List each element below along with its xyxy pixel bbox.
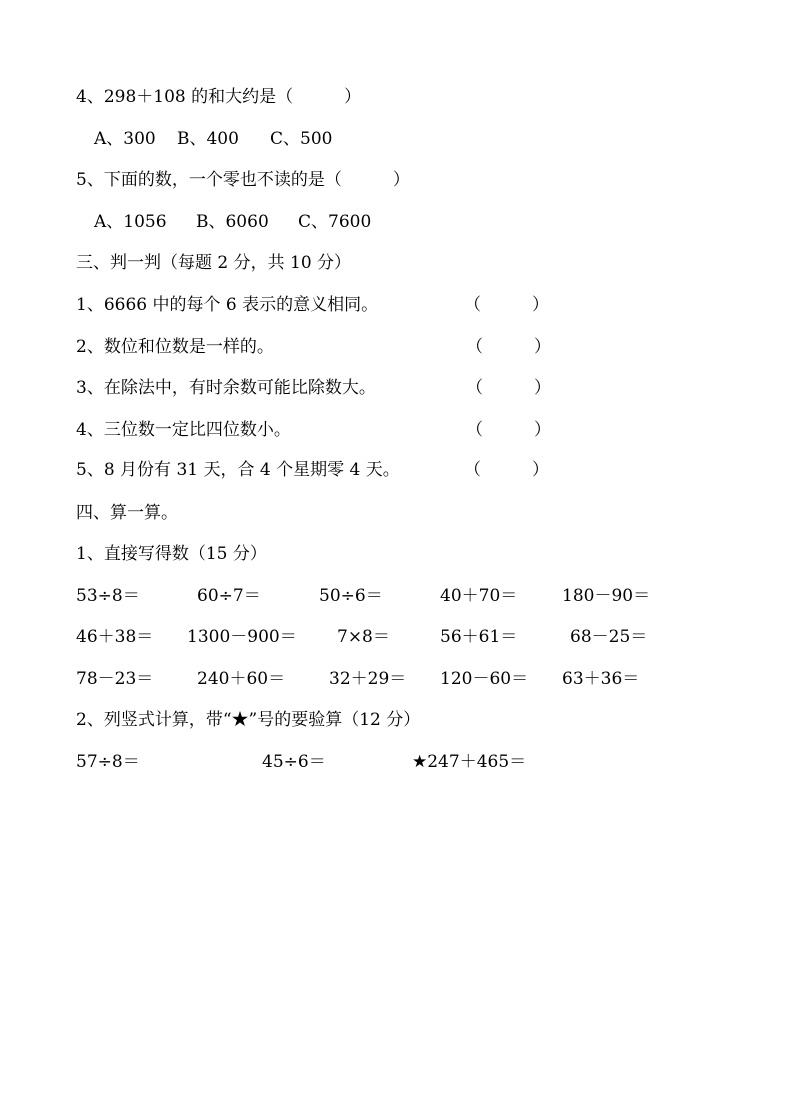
question-4-option-a: A、300	[94, 129, 156, 149]
calc-item: 180－90＝	[562, 586, 651, 606]
part-2-title: 2、列竖式计算，带“★”号的要验算（12 分）	[76, 710, 421, 730]
calc-item: 63＋36＝	[562, 669, 640, 689]
question-5-option-a: A、1056	[94, 212, 167, 232]
judge-item-2: 2、数位和位数是一样的。	[76, 337, 274, 357]
judge-item-5: 5、8 月份有 31 天，合 4 个星期零 4 天。	[76, 460, 400, 480]
question-5-option-c: C、7600	[298, 212, 372, 232]
calc-item: 68－25＝	[570, 627, 648, 647]
calc-item: 40＋70＝	[440, 586, 518, 606]
vertical-calc-item-starred: ★247＋465＝	[412, 752, 527, 772]
judge-item-1-blank: （ ）	[464, 295, 549, 315]
question-4-option-c: C、500	[270, 129, 333, 149]
vertical-calc-item: 45÷6＝	[262, 752, 326, 772]
judge-item-1: 1、6666 中的每个 6 表示的意义相同。	[76, 295, 379, 315]
judge-item-2-blank: （ ）	[466, 337, 551, 357]
calc-item: 240＋60＝	[197, 669, 286, 689]
calc-item: 53÷8＝	[76, 586, 140, 606]
calc-item: 46＋38＝	[76, 627, 154, 647]
judge-item-5-blank: （ ）	[464, 460, 549, 480]
judge-item-4: 4、三位数一定比四位数小。	[76, 420, 291, 440]
calc-item: 50÷6＝	[319, 586, 383, 606]
judge-item-3: 3、在除法中，有时余数可能比除数大。	[76, 378, 376, 398]
question-5-stem: 5、下面的数，一个零也不读的是（ ）	[76, 170, 410, 190]
section-3-heading: 三、判一判（每题 2 分，共 10 分）	[76, 253, 352, 273]
question-4-option-b: B、400	[177, 129, 239, 149]
vertical-calc-item: 57÷8＝	[76, 752, 140, 772]
judge-item-3-blank: （ ）	[466, 378, 551, 398]
question-5-option-b: B、6060	[196, 212, 269, 232]
section-4-heading: 四、算一算。	[76, 503, 178, 523]
question-4-stem: 4、298＋108 的和大约是（ ）	[76, 87, 362, 107]
calc-item: 120－60＝	[440, 669, 529, 689]
part-1-title: 1、直接写得数（15 分）	[76, 544, 267, 564]
judge-item-4-blank: （ ）	[466, 420, 551, 440]
calc-item: 32＋29＝	[329, 669, 407, 689]
calc-item: 56＋61＝	[440, 627, 518, 647]
calc-item: 60÷7＝	[197, 586, 261, 606]
calc-item: 1300－900＝	[187, 627, 297, 647]
calc-item: 78－23＝	[76, 669, 154, 689]
calc-item: 7×8＝	[337, 627, 390, 647]
